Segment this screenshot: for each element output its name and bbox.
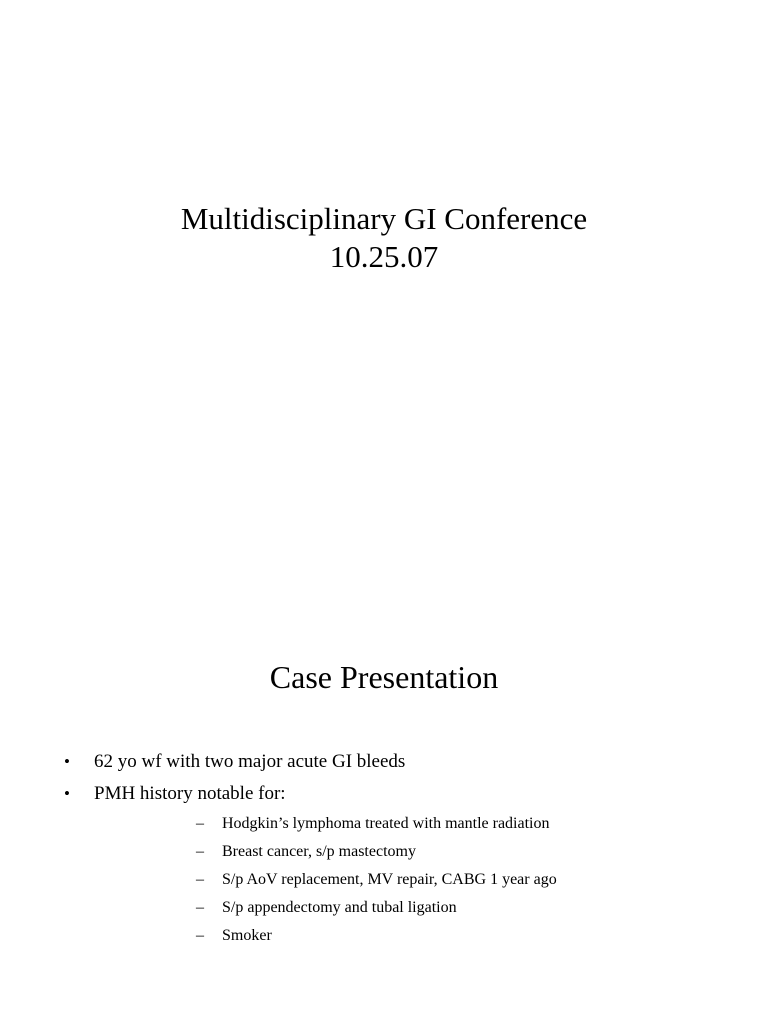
conference-date: 10.25.07 [329,239,439,274]
conference-title [0,200,768,276]
sub-bullet-text: Hodgkin’s lymphoma treated with mantle radiation [222,815,550,832]
bullet-marker: • [64,784,70,803]
sub-bullet-item [94,810,557,838]
sub-bullet-text: Smoker [222,927,272,944]
bullet-text: PMH history notable for: [94,783,286,804]
sub-bullet-item [94,866,557,894]
sub-bullet-text: S/p AoV replacement, MV repair, CABG 1 year ago [222,871,557,888]
sub-bullet-marker: – [196,927,204,944]
bullet-item [0,778,557,950]
sub-bullet-marker: – [196,899,204,916]
sub-bullet-marker: – [196,871,204,888]
bullet-marker: • [64,752,70,771]
sub-bullet-item [94,894,557,922]
sub-bullet-item [94,922,557,950]
sub-bullet-list [94,810,557,950]
conference-title-line: Multidisciplinary GI Conference [180,201,588,236]
bullet-list [0,746,557,950]
case-presentation-slide [0,512,768,1024]
sub-bullet-item [94,838,557,866]
sub-bullet-text: Breast cancer, s/p mastectomy [222,843,416,860]
sub-bullet-marker: – [196,843,204,860]
bullet-text: 62 yo wf with two major acute GI bleeds [94,751,406,772]
sub-bullet-text: S/p appendectomy and tubal ligation [222,899,457,916]
bullet-item [0,746,557,778]
case-presentation-title: Case Presentation [269,659,499,695]
sub-bullet-marker: – [196,815,204,832]
